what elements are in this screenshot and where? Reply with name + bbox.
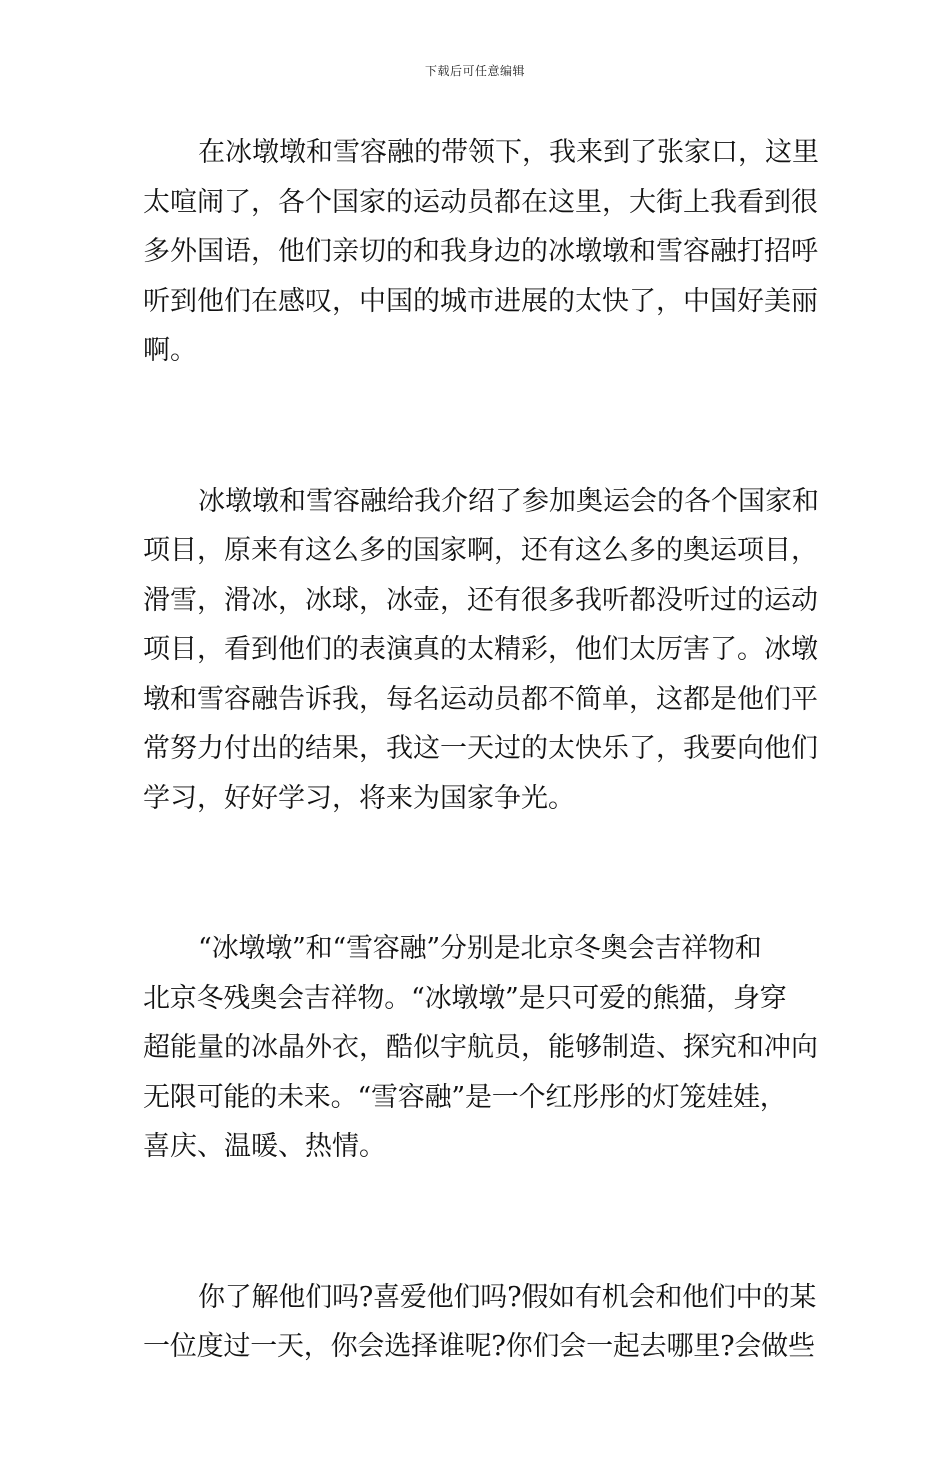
text-line: 在冰墩墩和雪容融的带领下，我来到了张家口，这里	[198, 137, 819, 168]
document-body	[143, 128, 819, 1473]
text-line: 常努力付出的结果，我这一天过的太快乐了，我要向他们	[143, 733, 818, 764]
text-line: 学习，好好学习，将来为国家争光。	[143, 782, 575, 814]
text-line: 多外国语，他们亲切的和我身边的冰墩墩和雪容融打招呼	[143, 236, 818, 267]
paragraph-1	[143, 128, 819, 376]
text-line: 一位度过一天，你会选择谁呢?你们会一起去哪里?会做些	[143, 1331, 815, 1362]
text-line: 超能量的冰晶外衣，酷似宇航员，能够制造、探究和冲向	[143, 1032, 818, 1063]
text-line: 冰墩墩和雪容融给我介绍了参加奥运会的各个国家和	[198, 485, 819, 517]
paragraph-3	[143, 924, 818, 1172]
page-header-note: 下载后可任意编辑	[424, 64, 525, 78]
paragraph-2	[143, 477, 819, 824]
text-line: 喜庆、温暖、热情。	[143, 1131, 386, 1162]
text-line: 听到他们在感叹，中国的城市进展的太快了，中国好美丽	[143, 285, 818, 317]
text-line: 北京冬残奥会吉祥物。“冰墩墩”是只可爱的熊猫，身穿	[143, 982, 787, 1014]
text-line: 墩和雪容融告诉我，每名运动员都不简单，这都是他们平	[143, 683, 818, 715]
paragraph-4	[143, 1273, 817, 1372]
text-line: 太喧闹了，各个国家的运动员都在这里，大街上我看到很	[143, 186, 818, 218]
text-line: 项目，看到他们的表演真的太精彩，他们太厉害了。冰墩	[143, 634, 818, 665]
text-line: 你了解他们吗?喜爱他们吗?假如有机会和他们中的某	[198, 1281, 817, 1313]
text-line: 啊。	[143, 335, 197, 366]
text-line: “冰墩墩”和“雪容融”分别是北京冬奥会吉祥物和	[198, 933, 762, 964]
text-line: 项目，原来有这么多的国家啊，还有这么多的奥运项目，	[143, 535, 818, 566]
text-line: 滑雪，滑冰，冰球，冰壶，还有很多我听都没听过的运动	[143, 584, 818, 616]
text-line: 无限可能的未来。“雪容融”是一个红彤彤的灯笼娃娃，	[143, 1081, 787, 1113]
